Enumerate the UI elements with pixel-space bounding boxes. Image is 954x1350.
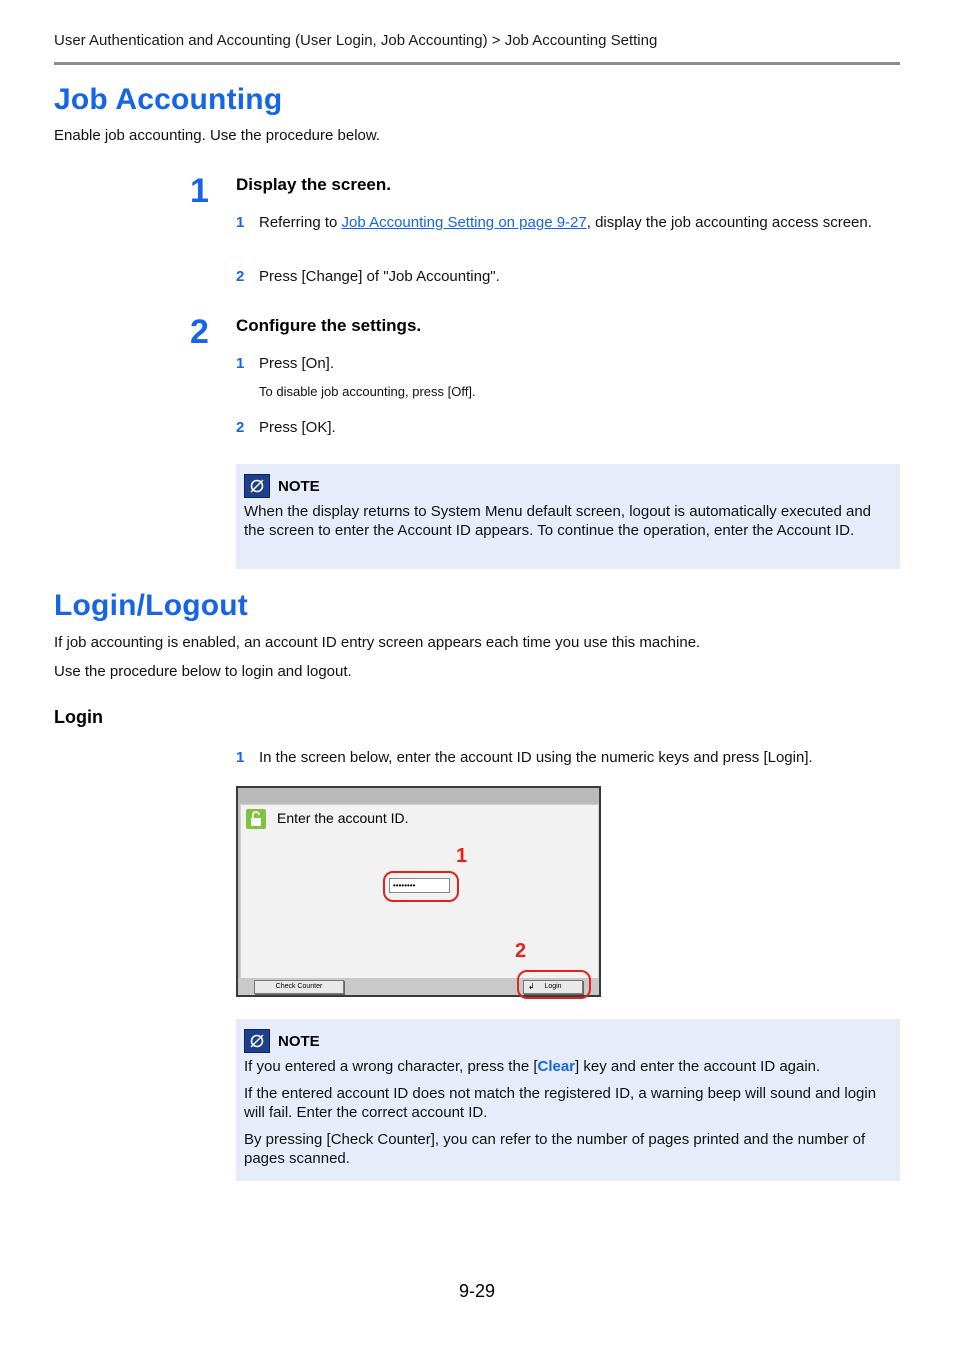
screen-title: Enter the account ID. (277, 810, 409, 826)
page-number: 9-29 (458, 1281, 496, 1301)
job-accounting-setting-link[interactable]: Job Accounting Setting on page 9-27 (341, 214, 587, 231)
note-clear-text (244, 1057, 888, 1076)
substep-text: Press [On]. (259, 355, 335, 372)
substep-number: 1 (236, 214, 245, 231)
screen-body (240, 804, 599, 979)
job-accounting-intro: Enable job accounting. Use the procedure below. (54, 127, 381, 144)
substep-text: In the screen below, enter the account ID using the numeric keys and press [Login]. (259, 749, 813, 766)
step-number-2: 2 (190, 313, 209, 351)
section-title-job-accounting: Job Accounting (54, 83, 283, 116)
note-label: NOTE (278, 1032, 320, 1050)
substep-text (259, 213, 879, 232)
note-mismatch-text: If the entered account ID does not match the registered ID, a warning beep will sound and login will fail. Enter the correct account ID. (244, 1085, 877, 1121)
check-counter-button[interactable]: Check Counter (254, 980, 344, 994)
note-icon (244, 1029, 270, 1053)
step-title-configure-settings: Configure the settings. (236, 316, 422, 335)
account-id-screen (236, 786, 601, 997)
enter-icon: ↲ (528, 982, 535, 991)
unlock-icon (246, 809, 266, 829)
login-logout-procedure: Use the procedure below to login and logout. (54, 663, 352, 680)
note-text-suffix: ] key and enter the account ID again. (575, 1058, 821, 1075)
substep-note: To disable job accounting, press [Off]. (259, 384, 476, 399)
substep-text: Press [Change] of "Job Accounting". (259, 268, 500, 285)
login-button-label: Login (544, 983, 562, 990)
substep-text: Press [OK]. (259, 419, 336, 436)
note-text: When the display returns to System Menu default screen, logout is automatically executed and the screen to enter the Account ID appears. To continue the operation, enter the Account ID. (244, 503, 872, 539)
step-number-1: 1 (190, 172, 209, 210)
screen-top-bar (238, 788, 599, 802)
substep-number: 2 (236, 268, 245, 285)
login-heading: Login (54, 707, 103, 727)
note-check-counter-text: By pressing [Check Counter], you can refer to the number of pages printed and the number of pages scanned. (244, 1131, 866, 1167)
note-label: NOTE (278, 477, 320, 495)
login-logout-intro: If job accounting is enabled, an account ID entry screen appears each time you use this machine. (54, 634, 701, 651)
callout-number-1: 1 (456, 845, 468, 867)
clear-key-label: Clear (537, 1058, 576, 1075)
substep-number: 2 (236, 419, 245, 436)
substep-number: 1 (236, 355, 245, 372)
substep-number: 1 (236, 749, 245, 766)
note-icon (244, 474, 270, 498)
callout-ring-1 (383, 871, 459, 902)
section-title-login-logout: Login/Logout (54, 589, 248, 622)
account-id-field[interactable]: •••••••• (389, 878, 450, 893)
header-divider (54, 62, 900, 65)
substep-text-suffix: , display the job accounting access screen. (586, 214, 872, 231)
note-box (236, 1019, 900, 1181)
substep-text-prefix: Referring to (259, 214, 342, 231)
callout-ring-2 (517, 970, 591, 999)
step-title-display-screen: Display the screen. (236, 175, 391, 194)
note-text-prefix: If you entered a wrong character, press the [ (244, 1058, 538, 1075)
callout-number-2: 2 (515, 940, 527, 962)
breadcrumb: User Authentication and Accounting (User Login, Job Accounting) > Job Accounting Setting (54, 32, 658, 49)
note-box (236, 464, 900, 569)
